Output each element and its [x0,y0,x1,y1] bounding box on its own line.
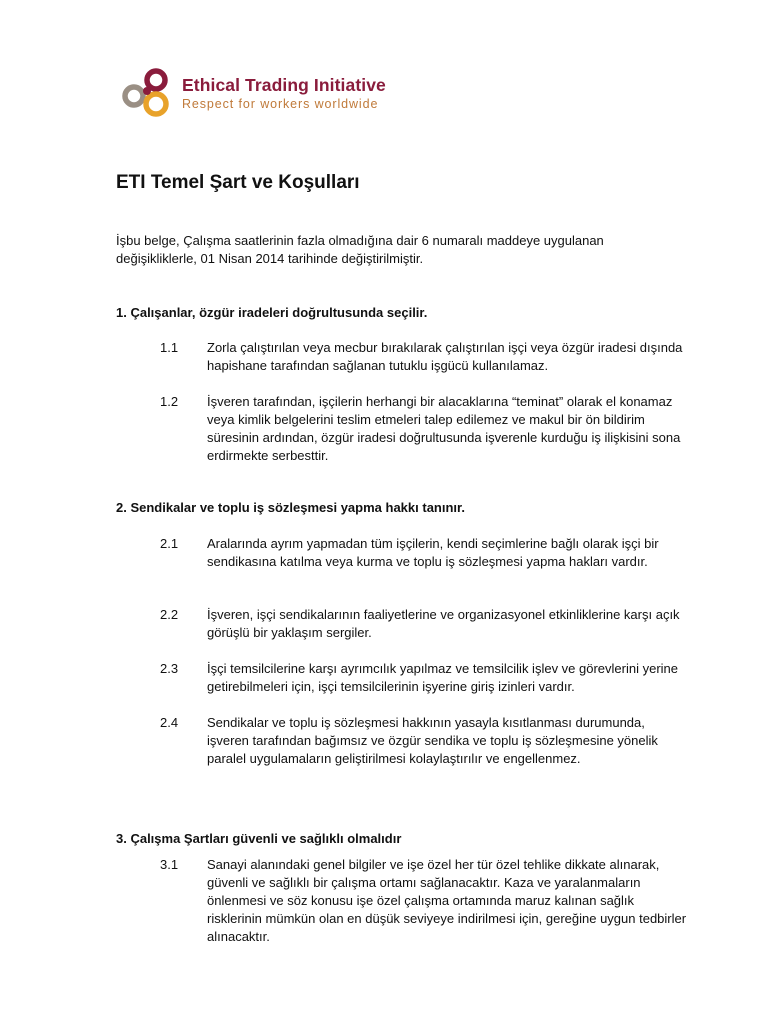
intro-paragraph: İşbu belge, Çalışma saatlerinin fazla olmadığına dair 6 numaralı maddeye uygulanan değişikliklerle, 01 Nisan 2014 tarihinde değiştirilmiştir. [116,233,604,266]
logo-name: Ethical Trading Initiative [182,75,386,95]
clause-number: 2.2 [160,607,179,622]
clause-text: Sanayi alanındaki genel bilgiler ve işe özel her tür özel tehlike dikkate alınarak, güvenli ve sağlıklı bir çalışma ortamı sağlanacaktır. Kaza ve yaralanmaların önlenmesi ve söz konusu işe özel çalışma ortamında maruz kalınan sağlık risklerinin mümkün olan en düşük seviyeye indirilmesi için, gereğine uygun tedbirler alınacaktır. [207,857,687,944]
section-heading-1: 1. Çalışanlar, özgür iradeleri doğrultusunda seçilir. [116,305,428,320]
clause-text: Sendikalar ve toplu iş sözleşmesi hakkının yasayla kısıtlanması durumunda, işveren tarafından bağımsız ve özgür sendika ve toplu iş sözleşmesine yönelik paralel uygulamaların geliştirilmesi kolaylaştırılır ve engellenmez. [207,715,658,766]
clause-number: 1.1 [160,340,179,355]
clause-number: 2.1 [160,536,179,551]
logo-text [182,75,386,113]
eti-logo [120,66,386,122]
section-heading-2: 2. Sendikalar ve toplu iş sözleşmesi yapma hakkı tanınır. [116,500,465,515]
clause-text: Aralarında ayrım yapmadan tüm işçilerin, kendi seçimlerine bağlı olarak işçi bir sendikasına katılma veya kurma ve toplu iş sözleşmesi yapma hakları vardır. [207,536,659,569]
clause-text: İşçi temsilcilerine karşı ayrımcılık yapılmaz ve temsilcilik işlev ve görevlerini yerine getirebilmeleri için, işçi temsilcilerinin işyerine giriş izinleri vardır. [207,661,679,694]
document-title: ETI Temel Şart ve Koşulları [116,172,360,193]
clause-text: Zorla çalıştırılan veya mecbur bırakılarak çalıştırılan işçi veya özgür iradesi dışında hapishane tarafından sağlanan tutuklu işgücü kullanılamaz. [207,340,683,373]
clause-number: 1.2 [160,394,179,409]
clause-number: 3.1 [160,857,179,872]
clause-number: 2.3 [160,661,179,676]
section-heading-3: 3. Çalışma Şartları güvenli ve sağlıklı olmalıdır [116,831,402,846]
clause-text: İşveren, işçi sendikalarının faaliyetlerine ve organizasyonel etkinliklerine karşı açık görüşlü bir yaklaşım sergiler. [207,607,680,640]
clause-number: 2.4 [160,715,179,730]
clause-text: İşveren tarafından, işçilerin herhangi bir alacaklarına “teminat” olarak el konamaz veya kimlik belgelerini teslim etmeleri talep edilemez ve makul bir ön bildirim süresinin ardından, özgür iradesi doğrultusunda işverenle kurduğu iş ilişkisini sona erdirmekte serbesttir. [207,394,681,463]
eti-rings-logo-icon [120,66,176,122]
logo-tagline: Respect for workers worldwide [182,97,379,111]
